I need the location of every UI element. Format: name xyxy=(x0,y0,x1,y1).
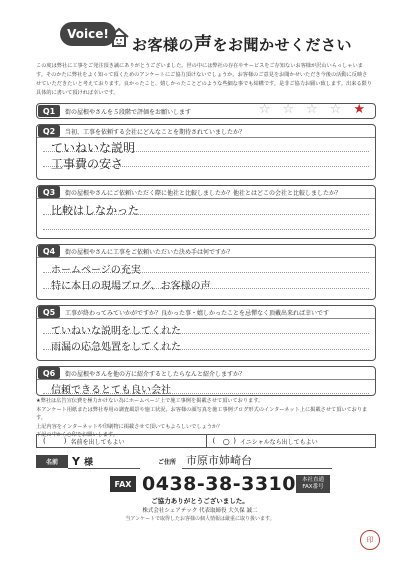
question-4 xyxy=(36,244,376,300)
answer-line: ていねいな説明 xyxy=(51,141,136,155)
address-field[interactable]: 市原市姉崎台 xyxy=(182,454,332,469)
fax-badge: FAX xyxy=(110,476,136,492)
question-text: 当初、工事を依頼する会社にどんなことを期待されていましたか？ xyxy=(65,128,246,136)
seal-stamp: 印 xyxy=(360,530,380,550)
answer-line: 雨漏の応急処置をしてくれた xyxy=(51,342,181,353)
customer-info xyxy=(36,451,376,471)
question-text: 工事が終わってみていかがですか？良かった事・嬉しかったことを忌憚なく頂戴出来れば幸いです xyxy=(65,309,329,317)
fax-number: 0438-38-3310 xyxy=(142,473,296,495)
voice-badge: Voice! xyxy=(60,22,116,46)
consent-options xyxy=(36,434,376,448)
question-number: Q3 xyxy=(38,186,60,198)
fax-block xyxy=(110,474,296,494)
consent-option-initials[interactable]: ( ○ ) イニシャルなら出してもよい xyxy=(206,435,376,447)
question-1 xyxy=(36,103,376,119)
question-number: Q1 xyxy=(38,105,60,117)
answer-area[interactable] xyxy=(37,319,375,361)
house-icon xyxy=(108,26,130,48)
star-icon[interactable]: ☆ xyxy=(306,102,318,117)
question-number: Q6 xyxy=(38,367,60,379)
question-6 xyxy=(36,366,376,396)
answer-line: 信頼できるとても良い会社 xyxy=(51,385,171,396)
page-title: お客様の声をお聞かせください xyxy=(132,34,353,55)
question-number: Q5 xyxy=(38,306,60,318)
answer-area[interactable] xyxy=(37,380,375,396)
intro-text: この度は弊社に工事をご発注頂き誠にありがとうございました。世の中には弊社の存在やサービスをご存知ないお客様が沢山いらっしゃいます。そのかたに弊社をよく知って頂くためのアンケートにご協力頂けないでしょうか。お客様のご意見をお聞かせいただき今後の活動に反映させていただきたいと考えております。良かったこと、嬉しかったことどのような些細な事でも結構です。是非ご協力お願い致します。出来る限り具体的に書いて頂ければ幸いです。 xyxy=(36,63,372,96)
question-text: 街の屋根やさんにご依頼いただく際に他社と比較しましたか？他社とはどこの会社と比較しましたか？ xyxy=(65,189,342,197)
name-field[interactable]: Y 様 xyxy=(68,454,140,469)
privacy-note: 当アンケートで取得したお客様の個人情報は厳重に取り扱います。 xyxy=(125,516,275,522)
star-icon[interactable]: ☆ xyxy=(329,102,342,117)
thanks-text: ご協力ありがとうございました。 xyxy=(151,497,249,505)
question-3 xyxy=(36,185,376,239)
star-icon[interactable]: ☆ xyxy=(258,102,271,117)
question-2 xyxy=(36,124,376,180)
question-text: 街の屋根やさんに工事をご依頼いただいた決め手は何ですか？ xyxy=(65,248,234,256)
answer-area[interactable] xyxy=(37,199,375,239)
fax-note: 本社直通 FAX番号 xyxy=(296,475,330,493)
company-name: 株式会社シェアテック 代表取締役 大久保 誠二 xyxy=(142,508,258,514)
question-number: Q2 xyxy=(38,125,60,137)
question-text: 街の屋根やさんを他の方に紹介するとしたらなんと紹介しますか？ xyxy=(65,370,246,378)
answer-line: ホームページの充実 xyxy=(51,265,141,276)
question-number: Q4 xyxy=(38,245,60,257)
consent-notes: ★弊社は広告宣伝費を極力かけない為にホームページ上で施工事例を掲載させて頂いております。 本アンケート用紙または弊社専用の調査風景や施工状況、お客様の顔写真を施工事例ブログ形式のインターネット上に掲載させて頂いております。 上記内容をインターネットや印刷物に掲載させて頂いてもよろしいでしょうか？ 下記の中から○印をお願いします。 xyxy=(36,398,368,438)
answer-line: 特に本日の現場ブログ、お客様の声 xyxy=(51,281,211,292)
name-label: 名前 xyxy=(36,455,68,468)
star-rating[interactable] xyxy=(259,103,365,117)
answer-line: ていねいな説明をしてくれた xyxy=(51,326,181,337)
star-icon[interactable]: ☆ xyxy=(282,102,295,117)
question-text: 街の屋根やさんを５段階で評価をお願いします xyxy=(65,108,192,116)
answer-line: 工事費の安さ xyxy=(51,157,124,171)
answer-line: 比較はしなかった xyxy=(51,204,139,217)
address-label: ご住所 xyxy=(158,458,177,466)
consent-option-full-name[interactable]: ( ) 名前を出してもよい xyxy=(43,437,125,446)
question-5 xyxy=(36,305,376,361)
answer-area[interactable] xyxy=(37,258,375,300)
star-icon-selected[interactable]: ★ xyxy=(353,102,365,117)
answer-area[interactable] xyxy=(37,138,375,180)
